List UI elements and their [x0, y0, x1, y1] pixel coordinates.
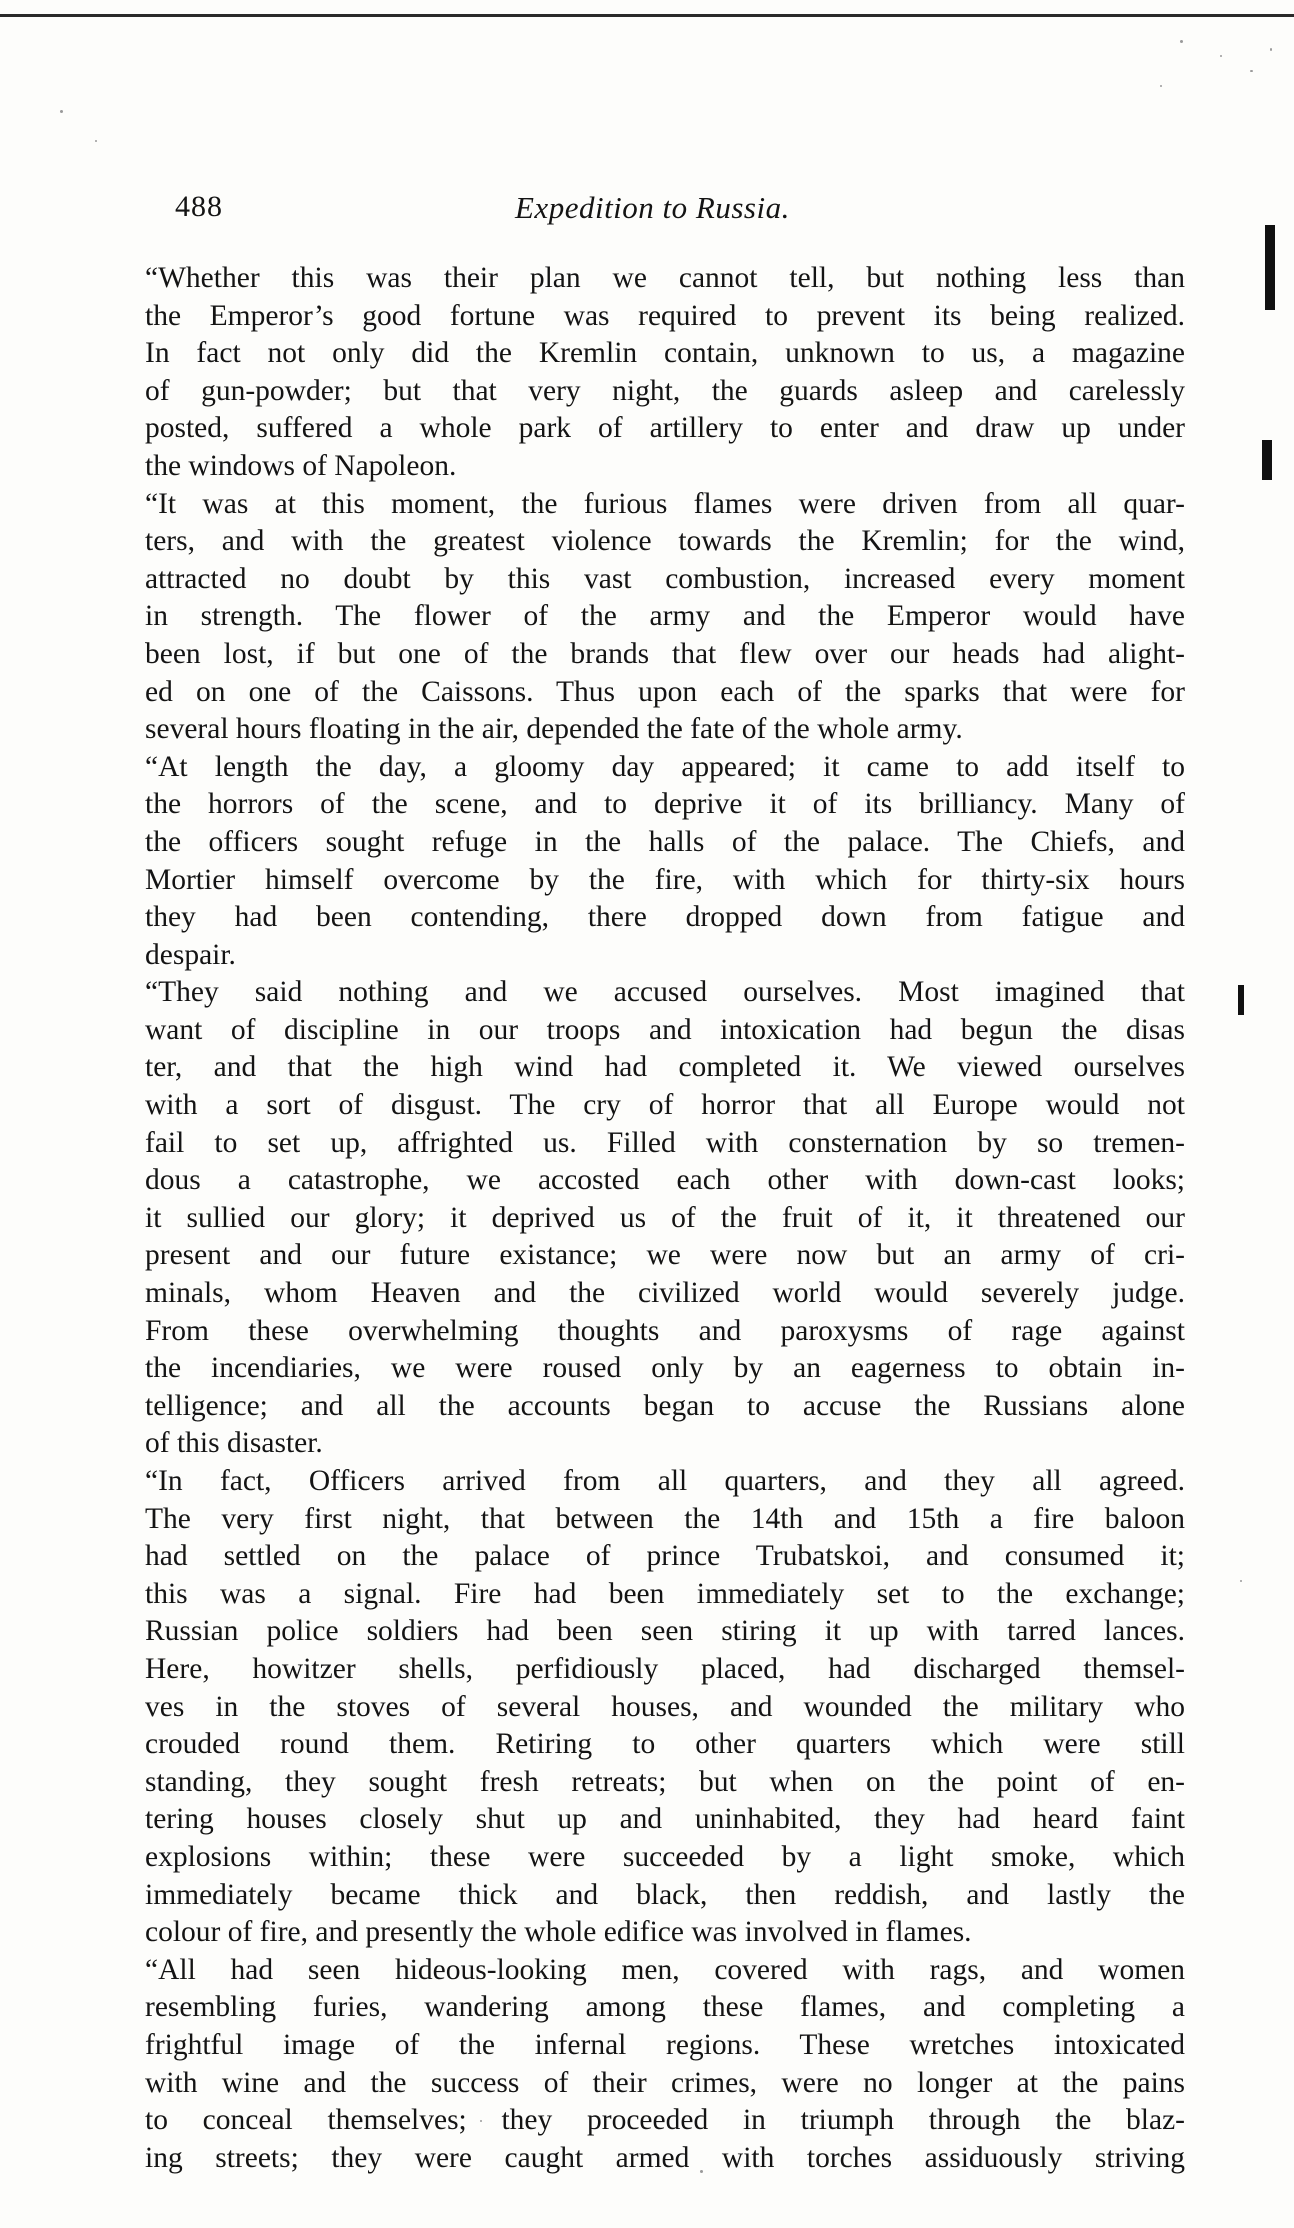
top-border-rule — [0, 14, 1294, 17]
text-line: dous a catastrophe, we accosted each other with down-cast looks; — [145, 1164, 1185, 1197]
text-line: Here, howitzer shells, perfidiously placed, had discharged themsel- — [145, 1652, 1185, 1685]
text-line: the officers sought refuge in the halls of the palace. The Chiefs, and — [145, 825, 1185, 858]
scan-speckle — [1160, 85, 1162, 87]
text-line: “In fact, Officers arrived from all quarters, and they all agreed. — [145, 1465, 1185, 1497]
text-line: fail to set up, affrighted us. Filled with consternation by so tremen- — [145, 1126, 1185, 1159]
margin-mark — [1265, 225, 1275, 310]
text-line: “All had seen hideous-looking men, covered with rags, and women — [145, 1953, 1185, 1986]
scan-speckle — [60, 110, 63, 113]
text-line: it sullied our glory; it deprived us of the fruit of it, it threatened our — [145, 1201, 1185, 1234]
text-line: they had been contending, there dropped down from fatigue and — [145, 901, 1185, 934]
text-line: ters, and with the greatest violence towards the Kremlin; for the wind, — [145, 525, 1185, 558]
scan-speckle — [1220, 55, 1222, 57]
scan-speckle — [1180, 40, 1183, 43]
text-line: “It was at this moment, the furious flames were driven from all quar- — [145, 487, 1185, 520]
text-line: to conceal themselves; they proceeded in triumph through the blaz- — [145, 2104, 1185, 2137]
text-line: tering houses closely shut up and uninhabited, they had heard faint — [145, 1803, 1185, 1836]
text-line: this was a signal. Fire had been immediately set to the exchange; — [145, 1577, 1185, 1610]
text-line: From these overwhelming thoughts and paroxysms of rage against — [145, 1314, 1185, 1347]
text-line: Mortier himself overcome by the fire, with which for thirty-six hours — [145, 863, 1185, 896]
running-title: Expedition to Russia. — [515, 190, 790, 225]
text-line: posted, suffered a whole park of artillery to enter and draw up under — [145, 412, 1185, 445]
text-line: despair. — [145, 938, 236, 971]
text-line: frightful image of the infernal regions. These wretches intoxicated — [145, 2028, 1185, 2061]
scan-speckle — [1250, 70, 1253, 72]
text-line: minals, whom Heaven and the civilized world would severely judge. — [145, 1277, 1185, 1310]
text-line: “Whether this was their plan we cannot tell, but nothing less than — [145, 262, 1185, 294]
text-line: ter, and that the high wind had completed it. We viewed ourselves — [145, 1051, 1185, 1084]
text-line: the horrors of the scene, and to deprive it of its brilliancy. Many of — [145, 788, 1185, 821]
page-number: 488 — [175, 190, 223, 223]
text-line: ing streets; they were caught armed with torches assiduously striving — [145, 2141, 1185, 2174]
text-line: attracted no doubt by this vast combustion, increased every moment — [145, 562, 1185, 595]
scan-speckle — [95, 140, 97, 142]
text-line: the windows of Napoleon. — [145, 449, 457, 482]
running-head — [175, 190, 1165, 230]
text-line: the Emperor’s good fortune was required to prevent its being realized. — [145, 299, 1185, 332]
text-line: “They said nothing and we accused ourselves. Most imagined that — [145, 976, 1185, 1009]
text-line: several hours floating in the air, depended the fate of the whole army. — [145, 713, 963, 746]
text-line: of gun-powder; but that very night, the guards asleep and carelessly — [145, 374, 1185, 407]
text-line: standing, they sought fresh retreats; but when on the point of en- — [145, 1765, 1185, 1798]
margin-mark — [1238, 985, 1244, 1015]
margin-mark — [1262, 440, 1272, 480]
text-line: “At length the day, a gloomy day appeared; it came to add itself to — [145, 750, 1185, 783]
text-line: colour of fire, and presently the whole edifice was involved in flames. — [145, 1916, 972, 1949]
body-text — [145, 260, 1185, 2177]
text-line: Russian police soldiers had been seen stiring it up with tarred lances. — [145, 1615, 1185, 1648]
scan-speckle — [1240, 1580, 1242, 1582]
text-line: present and our future existance; we were now but an army of cri- — [145, 1239, 1185, 1272]
text-line: crouded round them. Retiring to other quarters which were still — [145, 1728, 1185, 1761]
text-line: ves in the stoves of several houses, and wounded the military who — [145, 1690, 1185, 1723]
text-line: ed on one of the Caissons. Thus upon each of the sparks that were for — [145, 675, 1185, 708]
text-line: The very first night, that between the 14th and 15th a fire baloon — [145, 1502, 1185, 1535]
text-line: explosions within; these were succeeded by a light smoke, which — [145, 1840, 1185, 1873]
text-line: telligence; and all the accounts began to accuse the Russians alone — [145, 1389, 1185, 1422]
text-line: with wine and the success of their crimes, were no longer at the pains — [145, 2066, 1185, 2099]
text-line: want of discipline in our troops and intoxication had begun the disas — [145, 1013, 1185, 1046]
text-line: the incendiaries, we were roused only by an eagerness to obtain in- — [145, 1352, 1185, 1385]
text-line: with a sort of disgust. The cry of horror that all Europe would not — [145, 1089, 1185, 1122]
text-line: been lost, if but one of the brands that flew over our heads had alight- — [145, 637, 1185, 670]
scan-speckle — [1270, 48, 1272, 51]
text-line: had settled on the palace of prince Trubatskoi, and consumed it; — [145, 1540, 1185, 1573]
text-line: in strength. The flower of the army and the Emperor would have — [145, 600, 1185, 633]
text-line: immediately became thick and black, then reddish, and lastly the — [145, 1878, 1185, 1911]
text-line: In fact not only did the Kremlin contain, unknown to us, a magazine — [145, 337, 1185, 370]
text-line: resembling furies, wandering among these flames, and completing a — [145, 1991, 1185, 2024]
text-line: of this disaster. — [145, 1427, 323, 1460]
